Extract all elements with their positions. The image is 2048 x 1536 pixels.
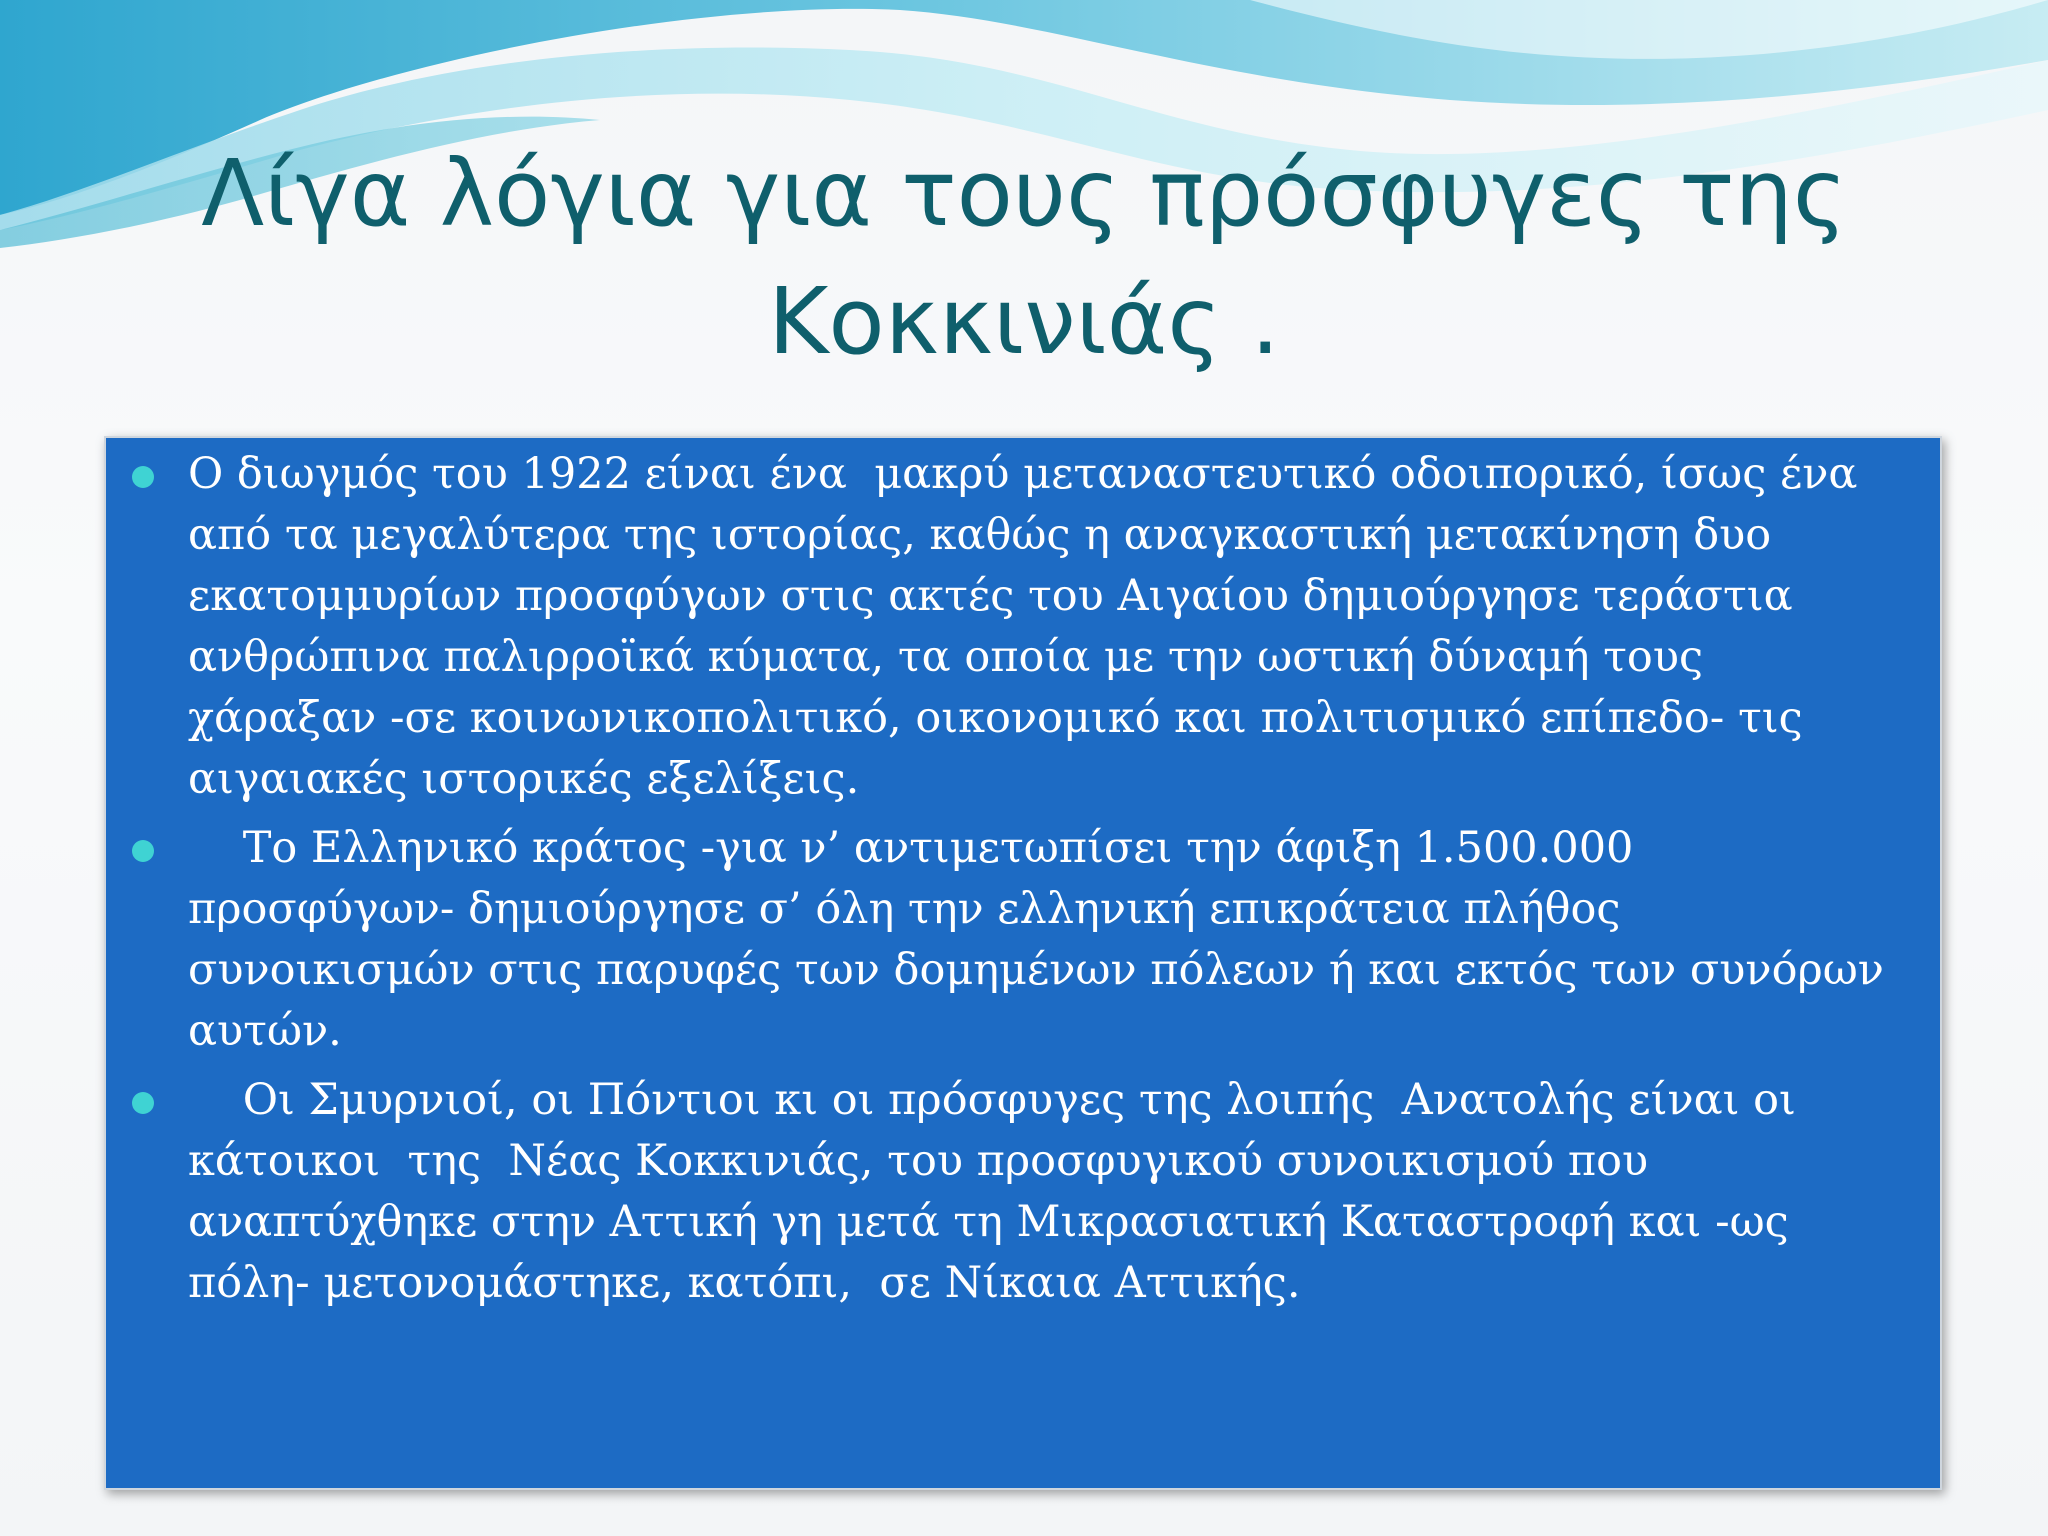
bullet-item — [106, 444, 1940, 810]
bullet-dot-icon — [132, 1092, 154, 1114]
slide-title: Λίγα λόγια για τους πρόσφυγες της Κοκκινιάς . — [201, 140, 1847, 375]
bullet-item — [106, 818, 1940, 1062]
bullet-dot-icon — [132, 840, 154, 862]
bullet-text: Ο διωγμός του 1922 είναι ένα μακρύ μεταναστευτικό οδοιπορικό, ίσως ένα από τα μεγαλύτερα της ιστορίας, καθώς η αναγκαστική μετακίνηση δυο εκατομμυρίων προσφύγων στις ακτές του Αιγαίου δημιούργησε τεράστια ανθρώπινα παλιρροϊκά κύματα, τα οποία με την ωστική δύναμή τους χάραξαν -σε κοινωνικοπολιτικό, οικονομικό και πολιτισμικό επίπεδο- τις αιγαιακές ιστορικές εξελίξεις. — [188, 449, 1872, 804]
bullet-dot-icon — [132, 466, 154, 488]
bullet-item — [106, 1070, 1940, 1314]
content-box — [104, 436, 1942, 1490]
bullet-text: Οι Σμυρνιοί, οι Πόντιοι κι οι πρόσφυγες της λοιπής Ανατολής είναι οι κάτοικοι της Νέας Κοκκινιάς, του προσφυγικού συνοικισμού που αναπτύχθηκε στην Αττική γη μετά τη Μικρασιατική Καταστροφή και -ως πόλη- μετονομάστηκε, κατόπι, σε Νίκαια Αττικής. — [188, 1075, 1810, 1308]
bullet-list — [106, 444, 1940, 1322]
bullet-text: Το Ελληνικό κράτος -για ν’ αντιμετωπίσει την άφιξη 1.500.000 προσφύγων- δημιούργησε σ’ όλη την ελληνική επικράτεια πλήθος συνοικισμών στις παρυφές των δομημένων πόλεων ή και εκτός των συνόρων αυτών. — [188, 823, 1898, 1056]
